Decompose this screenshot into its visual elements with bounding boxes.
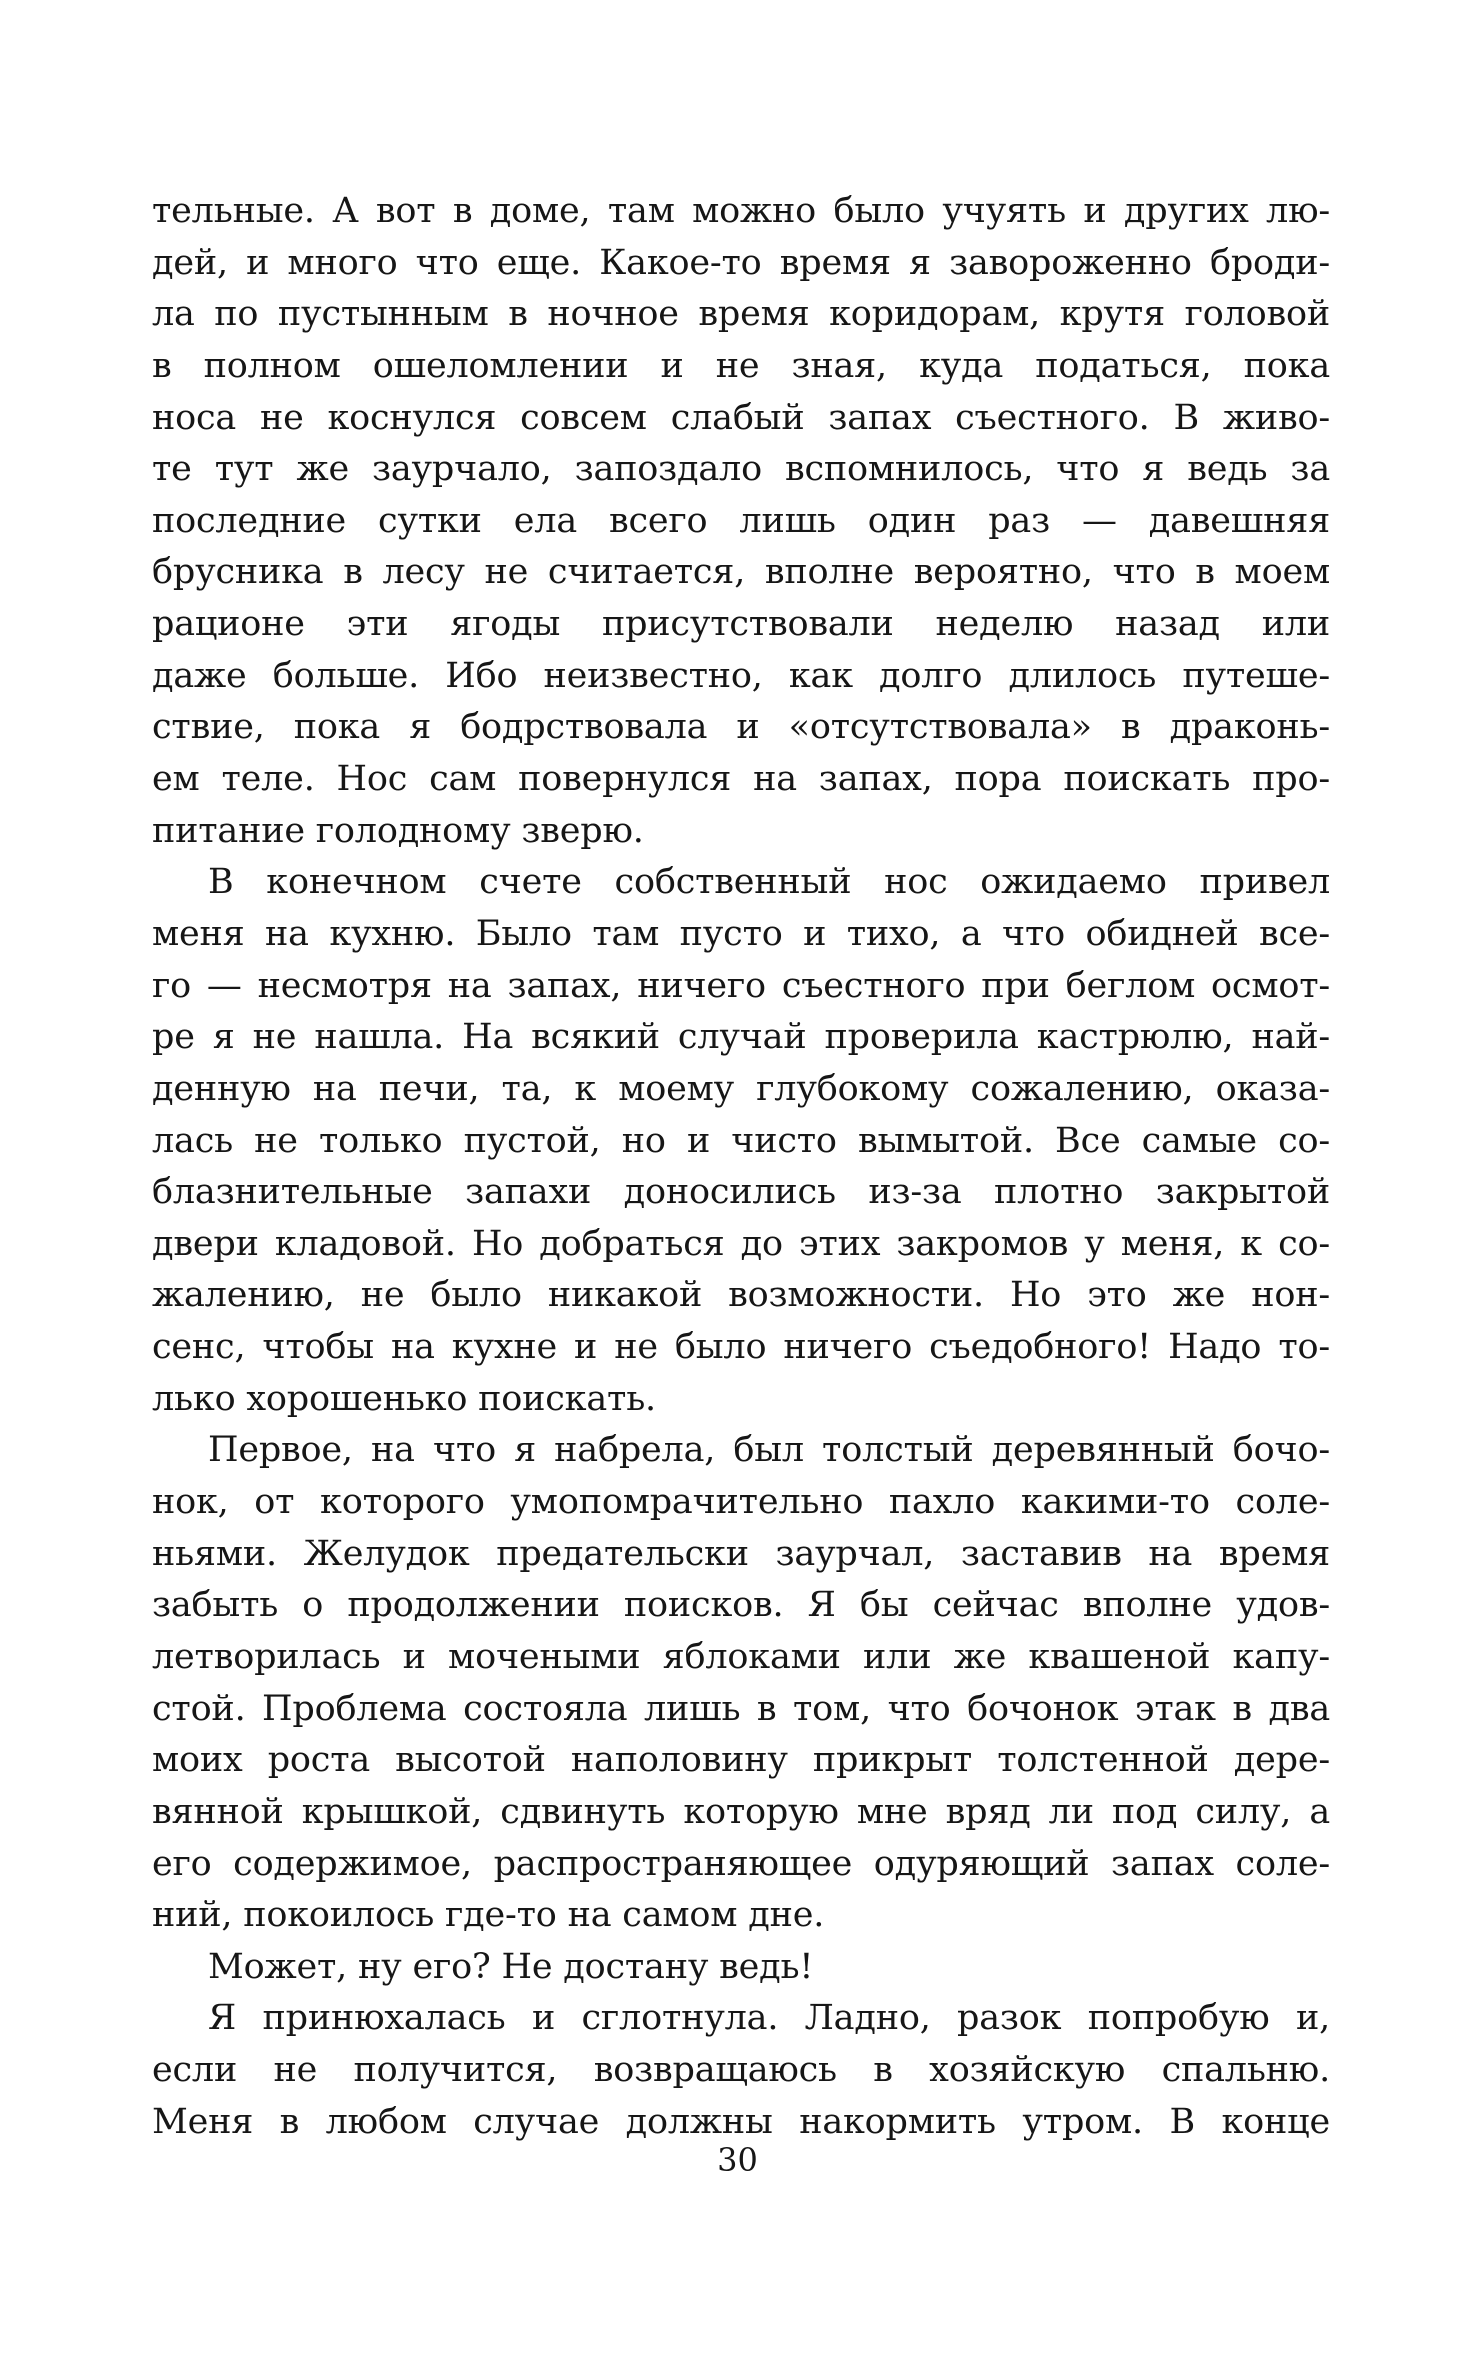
text-line: В конечном счете собственный нос ожидаемо привел (208, 862, 1330, 903)
text-line: Может, ну его? Не достану ведь! (208, 1946, 814, 1987)
text-line: го — несмотря на запах, ничего съестного при беглом осмот- (152, 965, 1330, 1006)
text-line: Меня в любом случае должны накормить утром. В конце (152, 2101, 1330, 2142)
text-line: ствие, пока я бодрствовала и «отсутствовала» в драконь- (152, 707, 1330, 748)
text-line: забыть о продолжении поисков. Я бы сейчас вполне удов- (152, 1585, 1330, 1626)
text-line: ньями. Желудок предательски заурчал, заставив на время (152, 1533, 1330, 1574)
text-line: Я принюхалась и сглотнула. Ладно, разок попробую и, (208, 1998, 1330, 2039)
text-line: лько хорошенько поискать. (152, 1378, 656, 1419)
text-line: моих роста высотой наполовину прикрыт толстенной дере- (152, 1740, 1330, 1781)
page-number: 30 (717, 2141, 758, 2179)
body-text (152, 186, 1330, 2148)
text-line: если не получится, возвращаюсь в хозяйскую спальню. (152, 2050, 1330, 2091)
text-line: денную на печи, та, к моему глубокому сожалению, оказа- (152, 1068, 1330, 1109)
text-line: его содержимое, распространяющее одуряющий запах соле- (152, 1843, 1330, 1884)
text-line: дей, и много что еще. Какое-то время я завороженно броди- (152, 242, 1330, 283)
text-line: тельные. А вот в доме, там можно было учуять и других лю- (152, 191, 1330, 231)
text-line: стой. Проблема состояла лишь в том, что бочонок этак в два (152, 1688, 1330, 1729)
text-line: в полном ошеломлении и не зная, куда податься, пока (152, 345, 1330, 386)
text-line: даже больше. Ибо неизвестно, как долго длилось путеше- (152, 655, 1330, 696)
text-line: те тут же заурчало, запоздало вспомнилось, что я ведь за (152, 449, 1330, 490)
text-line: лась не только пустой, но и чисто вымытой. Все самые со- (152, 1120, 1330, 1161)
text-line: меня на кухню. Было там пусто и тихо, а что обидней все- (152, 913, 1330, 954)
text-line: ла по пустынным в ночное время коридорам, крутя головой (152, 294, 1330, 335)
text-line: рационе эти ягоды присутствовали неделю назад или (152, 604, 1330, 645)
text-line: ний, покоилось где-то на самом дне. (152, 1895, 825, 1936)
text-line: жалению, не было никакой возможности. Но это же нон- (152, 1275, 1330, 1316)
text-line: летворилась и мочеными яблоками или же квашеной капу- (152, 1636, 1330, 1677)
text-line: брусника в лесу не считается, вполне вероятно, что в моем (152, 552, 1330, 593)
text-line: ем теле. Нос сам повернулся на запах, пора поискать про- (152, 759, 1330, 800)
text-line: питание голодному зверю. (152, 810, 644, 851)
text-line: последние сутки ела всего лишь один раз — давешняя (152, 500, 1330, 541)
text-line: сенс, чтобы на кухне и не было ничего съедобного! Надо то- (152, 1327, 1330, 1368)
text-line: Первое, на что я набрела, был толстый деревянный бочо- (208, 1430, 1330, 1471)
text-line: носа не коснулся совсем слабый запах съестного. В живо- (152, 397, 1330, 438)
text-line: вянной крышкой, сдвинуть которую мне вряд ли под силу, а (152, 1791, 1330, 1832)
text-line: блазнительные запахи доносились из-за плотно закрытой (152, 1172, 1330, 1213)
text-line: двери кладовой. Но добраться до этих закромов у меня, к со- (152, 1223, 1330, 1264)
text-line: нок, от которого умопомрачительно пахло какими-то соле- (152, 1482, 1330, 1523)
text-line: ре я не нашла. На всякий случай проверила кастрюлю, най- (152, 1017, 1330, 1058)
